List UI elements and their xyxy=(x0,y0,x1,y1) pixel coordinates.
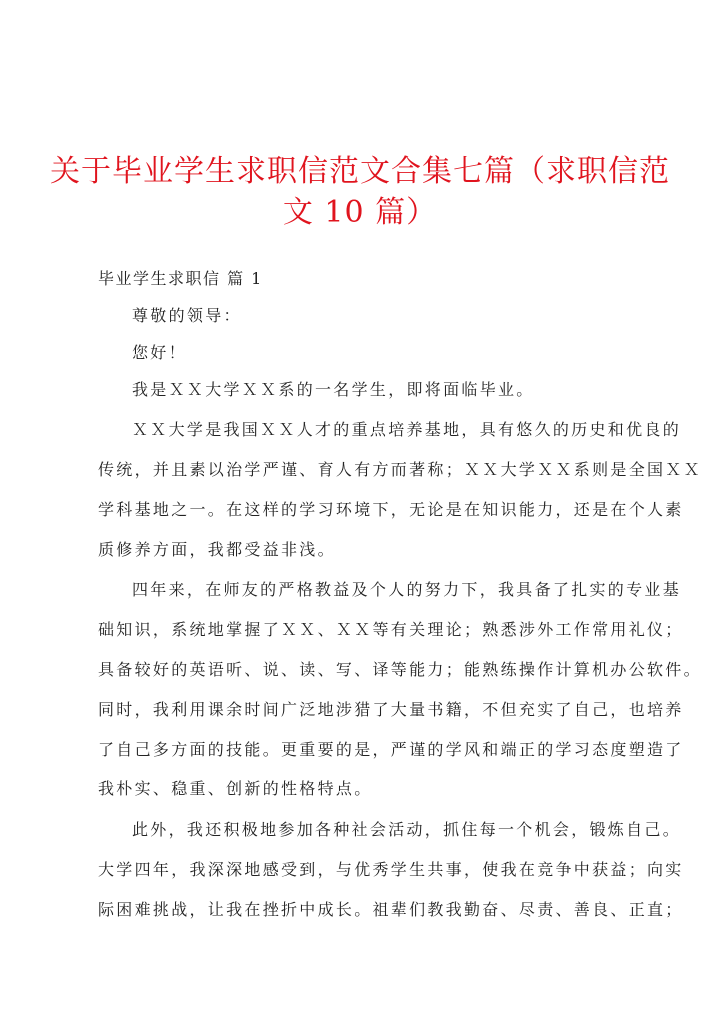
body-line: 大学四年，我深深地感受到，与优秀学生共事，使我在竞争中获益；向实 xyxy=(98,860,684,879)
body-line: 同时，我利用课余时间广泛地涉猎了大量书籍，不但充实了自己，也培养 xyxy=(98,700,684,719)
body-line: 础知识，系统地掌握了ＸＸ、ＸＸ等有关理论；熟悉涉外工作常用礼仪； xyxy=(98,620,684,639)
body-line: 学科基地之一。在这样的学习环境下，无论是在知识能力，还是在个人素 xyxy=(98,500,684,519)
body-line: 了自己多方面的技能。更重要的是，严谨的学风和端正的学习态度塑造了 xyxy=(98,740,684,759)
body-line: 际困难挑战，让我在挫折中成长。祖辈们教我勤奋、尽责、善良、正直； xyxy=(98,900,684,919)
body-line: ＸＸ大学是我国ＸＸ人才的重点培养基地，具有悠久的历史和优良的 xyxy=(132,420,682,439)
salutation: 尊敬的领导： xyxy=(132,306,242,325)
body-line: 此外，我还积极地参加各种社会活动，抓住每一个机会，锻炼自己。 xyxy=(132,820,682,839)
body-line: 四年来，在师友的严格教益及个人的努力下，我具备了扎实的专业基 xyxy=(132,580,682,599)
body-line: 传统，并且素以治学严谨、育人有方而著称；ＸＸ大学ＸＸ系则是全国ＸＸ xyxy=(98,460,702,479)
document-title-line-2: 文 10 篇） xyxy=(282,195,438,230)
greeting: 您好！ xyxy=(132,343,187,362)
document-title-line-1: 关于毕业学生求职信范文合集七篇（求职信范 xyxy=(50,154,670,189)
body-line: 具备较好的英语听、说、读、写、译等能力；能熟练操作计算机办公软件。 xyxy=(98,660,702,679)
body-line: 质修养方面，我都受益非浅。 xyxy=(98,540,336,559)
body-line: 我是ＸＸ大学ＸＸ系的一名学生，即将面临毕业。 xyxy=(132,380,535,399)
body-line: 我朴实、稳重、创新的性格特点。 xyxy=(98,779,373,798)
section-heading: 毕业学生求职信 篇 1 xyxy=(98,269,263,288)
